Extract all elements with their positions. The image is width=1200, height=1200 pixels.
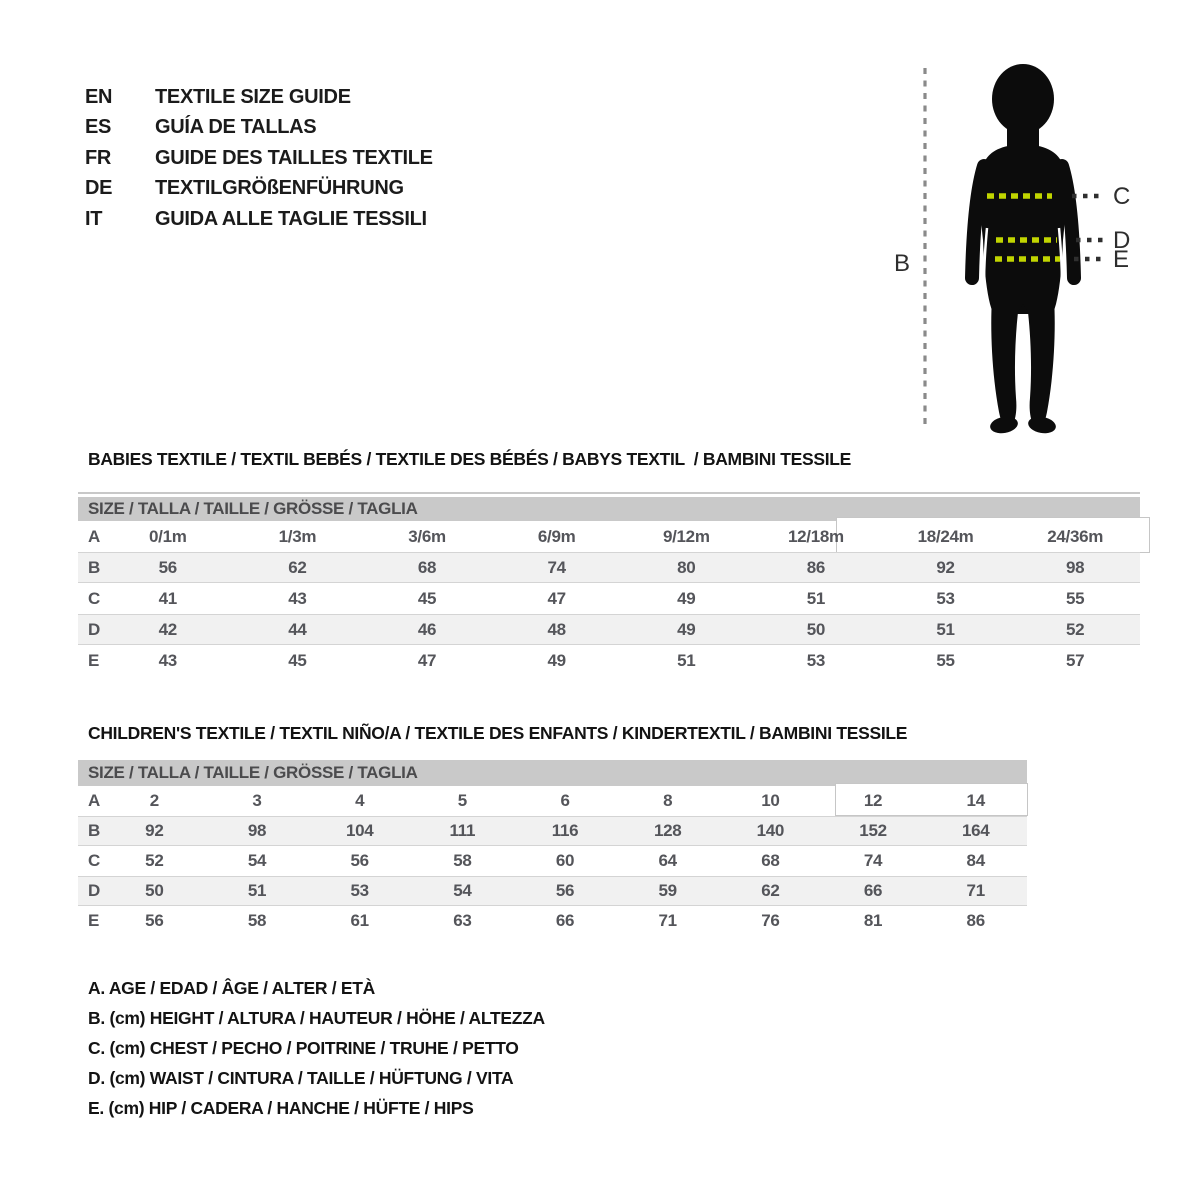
measurement-legend [88, 973, 545, 1123]
table-cell: 98 [1066, 557, 1085, 577]
table-cell: 46 [417, 619, 437, 639]
chest-label: C [1113, 183, 1131, 210]
row-label: C [88, 851, 100, 870]
row-label: D [88, 881, 100, 900]
table-cell: 56 [350, 851, 369, 870]
table-cell: 51 [677, 650, 696, 670]
table-cell: 76 [761, 911, 780, 930]
table-row [78, 786, 1027, 816]
table-row [78, 583, 1140, 614]
table-cell: 45 [417, 588, 437, 608]
table-cell: 55 [1066, 588, 1085, 608]
table-cell: 53 [806, 650, 826, 670]
table-cell: 74 [863, 851, 883, 870]
child-silhouette-figure [880, 40, 1180, 460]
table-cell: 74 [547, 557, 566, 577]
table-cell: 54 [247, 851, 267, 870]
table-cell: 86 [806, 557, 826, 577]
table-cell: 62 [288, 557, 307, 577]
height-label: B [894, 250, 911, 277]
table-cell: 104 [345, 821, 374, 840]
table-cell: 59 [658, 881, 677, 900]
table-cell: 66 [555, 911, 575, 930]
table-cell: 18/24m [917, 526, 974, 546]
table-cell: 24/36m [1047, 526, 1104, 546]
table-row [78, 645, 1140, 676]
table-cell: 140 [756, 821, 785, 840]
table-cell: 54 [453, 881, 472, 900]
language-row [85, 174, 433, 205]
language-code: DE [85, 177, 113, 200]
legend-line: E. (cm) HIP / CADERA / HANCHE / HÜFTE / HIPS [88, 1097, 474, 1118]
table-cell: 71 [658, 911, 677, 930]
table-cell: 53 [350, 881, 369, 900]
table-row [78, 614, 1140, 645]
table-cell: 63 [453, 911, 472, 930]
table-cell: 68 [761, 851, 780, 870]
guide-title: GUÍA DE TALLAS [155, 116, 317, 139]
table-cell: 58 [247, 911, 267, 930]
table-cell: 9/12m [662, 526, 710, 546]
table-cell: 41 [158, 588, 177, 608]
table-cell: 47 [417, 650, 437, 670]
table-cell: 56 [158, 557, 177, 577]
language-row [85, 143, 433, 174]
table-cell: 58 [453, 851, 472, 870]
table-row [78, 846, 1027, 876]
table-cell: 50 [806, 619, 826, 639]
child-silhouette [972, 64, 1074, 435]
table-cell: 1/3m [278, 526, 317, 546]
table-cell: 45 [288, 650, 307, 670]
babies-size-header: SIZE / TALLA / TAILLE / GRÖSSE / TAGLIA [78, 497, 1140, 521]
table-cell: 60 [555, 851, 575, 870]
table-cell: 86 [966, 911, 985, 930]
children-size-table [78, 760, 1027, 936]
children-size-header: SIZE / TALLA / TAILLE / GRÖSSE / TAGLIA [78, 760, 1027, 786]
guide-title: GUIDE DES TAILLES TEXTILE [155, 146, 433, 169]
table-cell: 3 [252, 791, 262, 810]
table-cell: 14 [966, 791, 985, 810]
table-cell: 128 [653, 821, 682, 840]
table-cell: 49 [677, 619, 696, 639]
table-cell: 2 [149, 791, 159, 810]
table-cell: 6/9m [537, 526, 576, 546]
table-cell: 56 [555, 881, 575, 900]
table-cell: 3/6m [408, 526, 446, 546]
table-cell: 10 [761, 791, 780, 810]
table-cell: 51 [936, 619, 955, 639]
table-cell: 80 [677, 557, 696, 577]
language-row [85, 82, 433, 113]
row-label: A [88, 526, 100, 546]
legend-line: D. (cm) WAIST / CINTURA / TAILLE / HÜFTUNG / VITA [88, 1067, 514, 1088]
table-cell: 55 [936, 650, 955, 670]
language-row [85, 204, 433, 235]
hip-label: E [1113, 246, 1130, 273]
language-title-list [85, 82, 433, 235]
table-cell: 164 [961, 821, 990, 840]
guide-title: TEXTILE SIZE GUIDE [155, 85, 351, 108]
language-code: IT [85, 207, 103, 230]
table-cell: 0/1m [149, 526, 187, 546]
table-cell: 5 [457, 791, 467, 810]
table-row [78, 816, 1027, 846]
table-cell: 48 [547, 619, 566, 639]
language-row [85, 113, 433, 144]
table-row [78, 906, 1027, 936]
table-cell: 44 [288, 619, 307, 639]
table-cell: 42 [158, 619, 177, 639]
table-cell: 56 [145, 911, 164, 930]
table-cell: 98 [247, 821, 267, 840]
table-cell: 43 [288, 588, 307, 608]
table-cell: 111 [449, 821, 476, 840]
row-label: C [88, 588, 100, 608]
row-label: B [88, 557, 100, 577]
table-cell: 57 [1066, 650, 1085, 670]
row-label: E [88, 911, 100, 930]
guide-title: GUIDA ALLE TAGLIE TESSILI [155, 207, 427, 230]
table-cell: 64 [658, 851, 677, 870]
table-cell: 84 [966, 851, 985, 870]
legend-line: C. (cm) CHEST / PECHO / POITRINE / TRUHE / PETTO [88, 1037, 519, 1058]
table-cell: 49 [677, 588, 696, 608]
children-table-rows [78, 786, 1027, 936]
language-code: ES [85, 116, 112, 139]
table-cell: 61 [350, 911, 369, 930]
legend-line: B. (cm) HEIGHT / ALTURA / HAUTEUR / HÖHE / ALTEZZA [88, 1007, 545, 1028]
table-cell: 66 [863, 881, 883, 900]
table-row [78, 552, 1140, 583]
table-cell: 92 [145, 821, 164, 840]
babies-table-rows [78, 521, 1140, 676]
table-cell: 47 [547, 588, 566, 608]
waist-label: D [1113, 227, 1131, 254]
table-cell: 81 [863, 911, 883, 930]
table-cell: 52 [1066, 619, 1085, 639]
table-cell: 116 [551, 821, 579, 840]
table-cell: 51 [806, 588, 826, 608]
legend-line: A. AGE / EDAD / ÂGE / ALTER / ETÀ [88, 977, 375, 998]
children-section-heading: CHILDREN'S TEXTILE / TEXTIL NIÑO/A / TEXTILE DES ENFANTS / KINDERTEXTIL / BAMBINI TESSILE [88, 723, 908, 743]
table-cell: 152 [859, 821, 887, 840]
table-cell: 53 [936, 588, 955, 608]
babies-section-heading: BABIES TEXTILE / TEXTIL BEBÉS / TEXTILE DES BÉBÉS / BABYS TEXTIL / BAMBINI TESSILE [88, 449, 852, 469]
table-cell: 51 [247, 881, 267, 900]
table-cell: 71 [966, 881, 985, 900]
table-cell: 43 [158, 650, 177, 670]
table-row [78, 521, 1140, 552]
table-cell: 52 [145, 851, 164, 870]
language-code: FR [85, 146, 112, 169]
table-cell: 6 [560, 791, 570, 810]
language-code: EN [85, 85, 113, 108]
table-cell: 8 [663, 791, 673, 810]
table-cell: 12/18m [788, 526, 844, 546]
table-top-rule [78, 492, 1140, 494]
table-cell: 12 [863, 791, 883, 810]
table-cell: 92 [936, 557, 955, 577]
table-cell: 62 [761, 881, 780, 900]
table-row [78, 876, 1027, 906]
table-cell: 49 [547, 650, 566, 670]
row-label: B [88, 821, 100, 840]
table-cell: 4 [355, 791, 365, 810]
table-cell: 50 [145, 881, 164, 900]
table-cell: 68 [417, 557, 437, 577]
row-label: E [88, 650, 100, 670]
row-label: D [88, 619, 100, 639]
guide-title: TEXTILGRÖßENFÜHRUNG [155, 177, 404, 200]
row-label: A [88, 791, 100, 810]
